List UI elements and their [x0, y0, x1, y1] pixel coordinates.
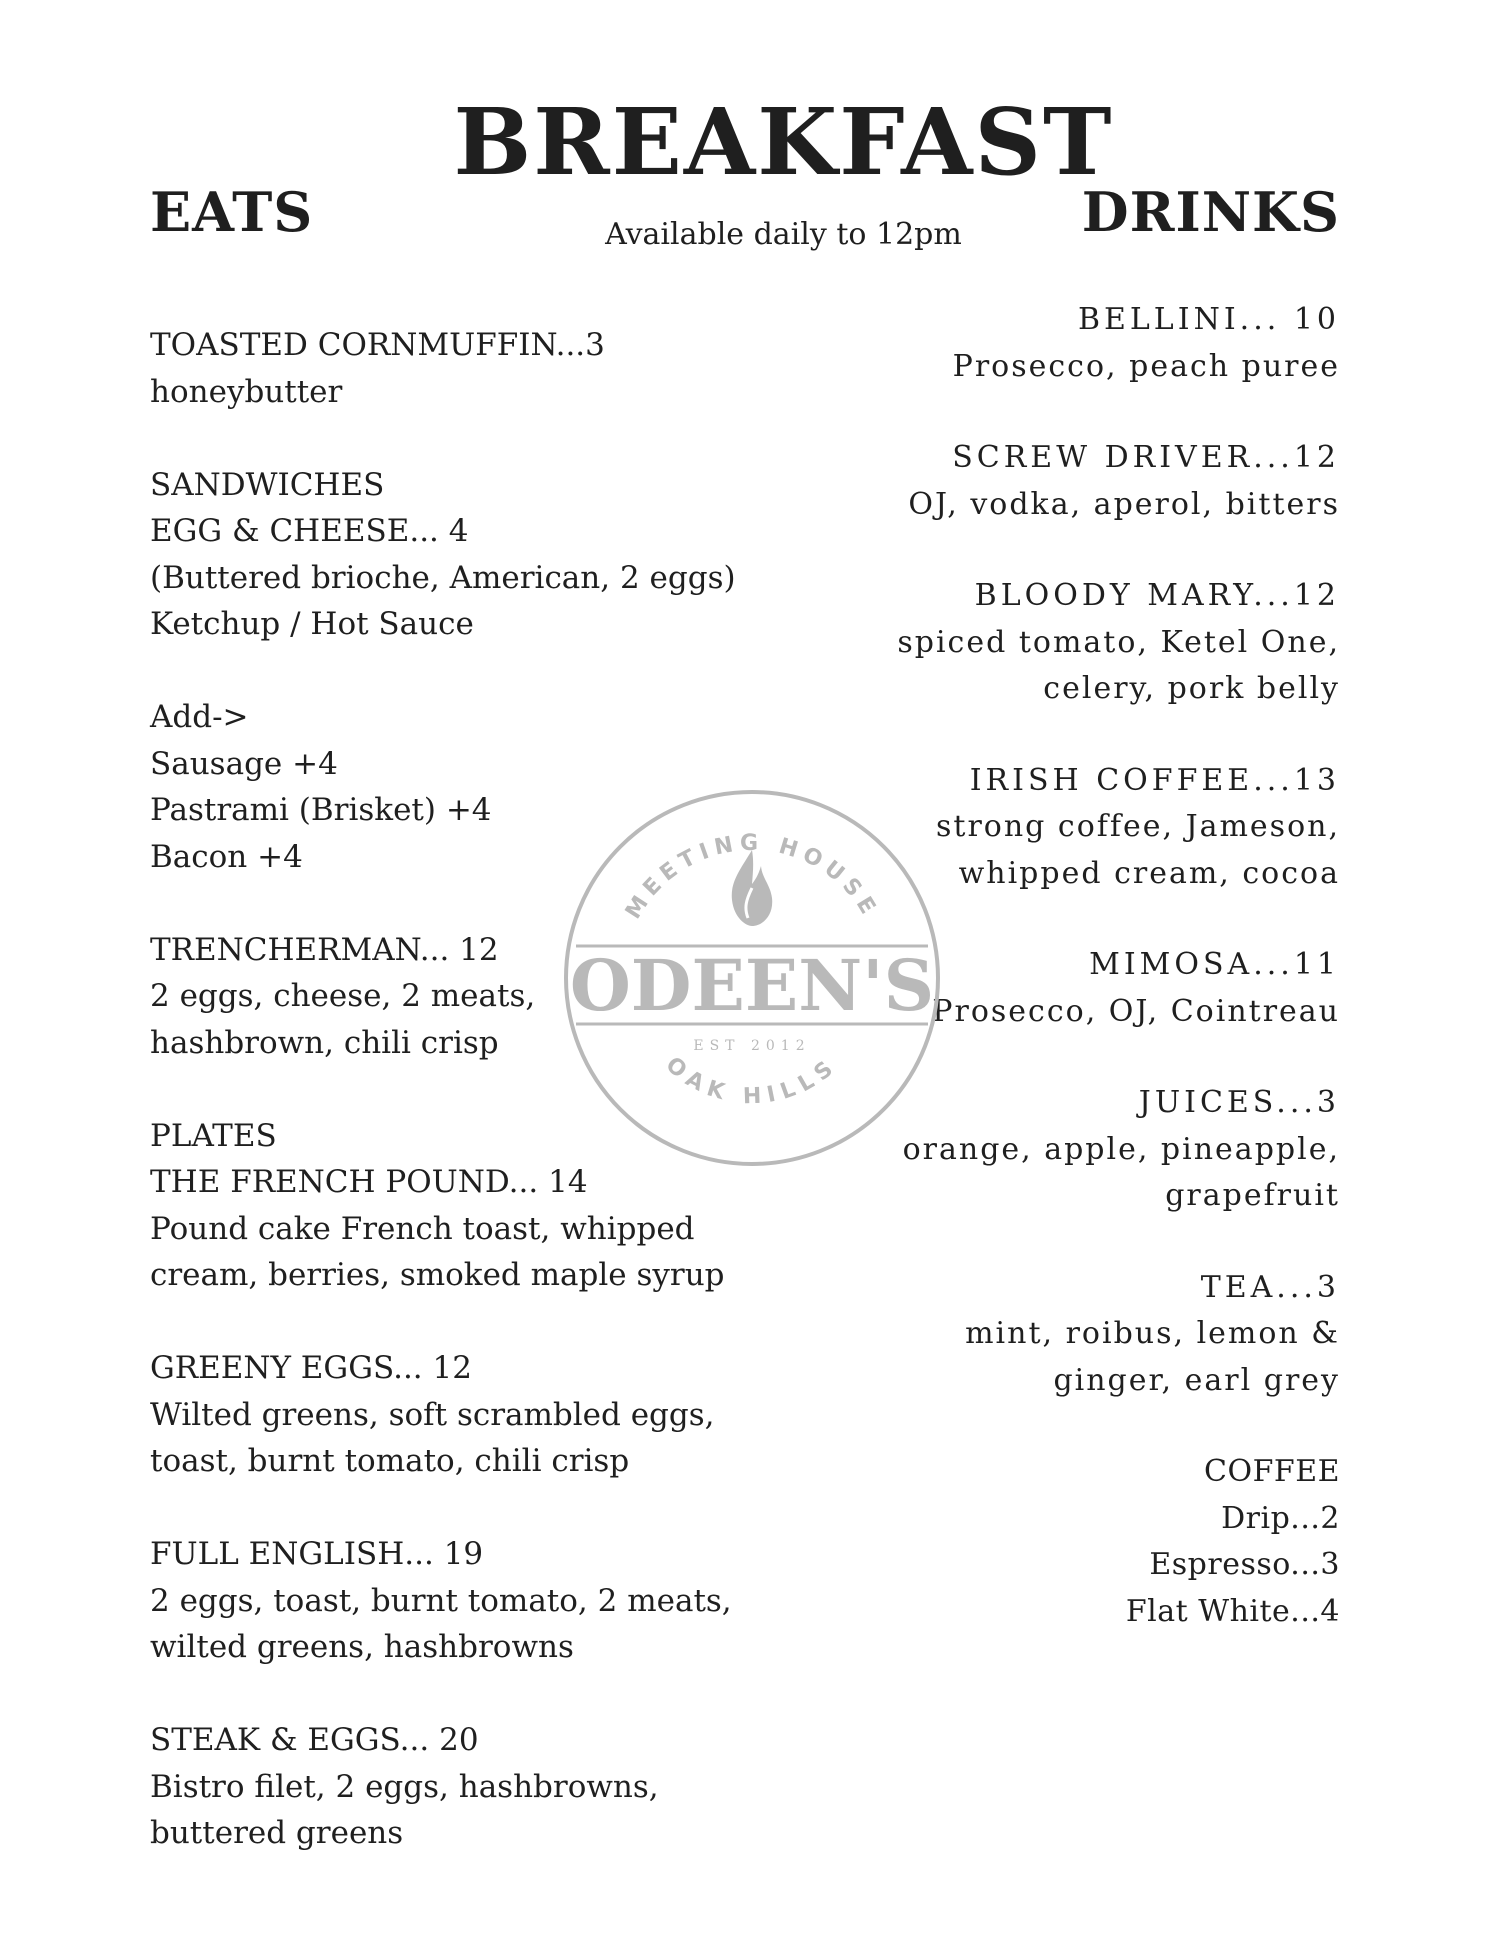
drink-name: BELLINI... 10 — [1077, 302, 1340, 337]
drink-description: orange, apple, pineapple, — [902, 1131, 1340, 1167]
menu-item-full-english — [150, 1531, 732, 1671]
page-title: BREAKFAST — [453, 88, 1114, 196]
item-description: 2 eggs, cheese, 2 meats, — [150, 978, 536, 1014]
drink-tea — [720, 1265, 1340, 1405]
add-on-item: Pastrami (Brisket) +4 — [150, 792, 492, 828]
drink-description: grapefruit — [1165, 1178, 1340, 1213]
drink-name: BLOODY MARY...12 — [974, 578, 1340, 613]
drink-description: celery, pork belly — [1043, 671, 1340, 706]
drink-description: Prosecco, OJ, Cointreau — [932, 993, 1340, 1029]
drink-name: TEA...3 — [1200, 1269, 1340, 1305]
item-description: toast, burnt tomato, chili crisp — [150, 1443, 630, 1479]
logo-arc-bottom: OAK HILLS — [660, 1052, 844, 1110]
drink-description: ginger, earl grey — [1053, 1362, 1340, 1398]
drink-coffee — [720, 1449, 1340, 1635]
section-heading: SANDWICHES — [150, 466, 385, 503]
coffee-option: Espresso...3 — [1149, 1547, 1340, 1582]
item-description: hashbrown, chili crisp — [150, 1024, 499, 1061]
item-description: 2 eggs, toast, burnt tomato, 2 meats, — [150, 1582, 732, 1619]
drink-screwdriver — [720, 435, 1340, 528]
item-description: Bistro filet, 2 eggs, hashbrowns, — [150, 1768, 659, 1805]
item-name: TOASTED CORNMUFFIN...3 — [150, 327, 605, 363]
eats-heading: EATS — [150, 180, 314, 244]
drink-description: mint, roibus, lemon & — [965, 1316, 1340, 1351]
item-description: honeybutter — [150, 373, 343, 410]
item-name: EGG & CHEESE... 4 — [150, 513, 469, 549]
add-on-item: Bacon +4 — [150, 838, 303, 875]
drink-name: COFFEE — [1204, 1454, 1340, 1489]
drink-name: MIMOSA...11 — [1089, 947, 1340, 982]
item-description: wilted greens, hashbrowns — [150, 1629, 574, 1665]
item-name: TRENCHERMAN... 12 — [150, 931, 499, 968]
logo-wordmark: ODEEN'S — [569, 944, 935, 1027]
add-on-item: Sausage +4 — [150, 745, 338, 782]
add-label: Add-> — [150, 699, 249, 735]
menu-item-cornmuffin — [150, 322, 670, 415]
drink-description: OJ, vodka, aperol, bitters — [908, 486, 1340, 522]
drink-description: spiced tomato, Ketel One, — [897, 624, 1340, 660]
item-description: buttered greens — [150, 1815, 404, 1851]
menu-item-greeny-eggs — [150, 1345, 715, 1485]
sandwiches-section — [150, 462, 736, 648]
flame-icon — [732, 850, 772, 926]
coffee-option: Flat White...4 — [1125, 1593, 1340, 1629]
item-description: Wilted greens, soft scrambled eggs, — [150, 1396, 715, 1433]
coffee-option: Drip...2 — [1221, 1500, 1340, 1536]
drink-bellini — [720, 297, 1340, 390]
item-description: Pound cake French toast, whipped — [150, 1210, 695, 1247]
drink-description: strong coffee, Jameson, — [936, 809, 1340, 844]
drink-description: whipped cream, cocoa — [958, 855, 1340, 891]
item-name: STEAK & EGGS... 20 — [150, 1722, 479, 1758]
logo-est: EST 2012 — [693, 1038, 811, 1054]
item-name: GREENY EGGS... 12 — [150, 1350, 472, 1386]
item-description: Ketchup / Hot Sauce — [150, 606, 474, 642]
section-heading: PLATES — [150, 1117, 277, 1154]
logo-arc-top: MEETING HOUSE — [620, 830, 884, 924]
item-description: cream, berries, smoked maple syrup — [150, 1257, 725, 1293]
item-name: FULL ENGLISH... 19 — [150, 1536, 484, 1572]
item-description: (Buttered brioche, American, 2 eggs) — [150, 559, 736, 596]
drink-bloody-mary — [720, 573, 1340, 713]
odeens-logo — [562, 788, 942, 1168]
drink-name: IRISH COFFEE...13 — [969, 762, 1340, 798]
menu-item-steak-eggs — [150, 1717, 670, 1857]
availability-note: Available daily to 12pm — [605, 217, 962, 252]
drink-description: Prosecco, peach puree — [952, 348, 1340, 384]
drinks-heading: DRINKS — [1081, 180, 1340, 244]
drink-name: SCREW DRIVER...12 — [952, 440, 1340, 475]
drink-name: JUICES...3 — [1138, 1085, 1340, 1120]
item-name: THE FRENCH POUND... 14 — [150, 1164, 588, 1200]
